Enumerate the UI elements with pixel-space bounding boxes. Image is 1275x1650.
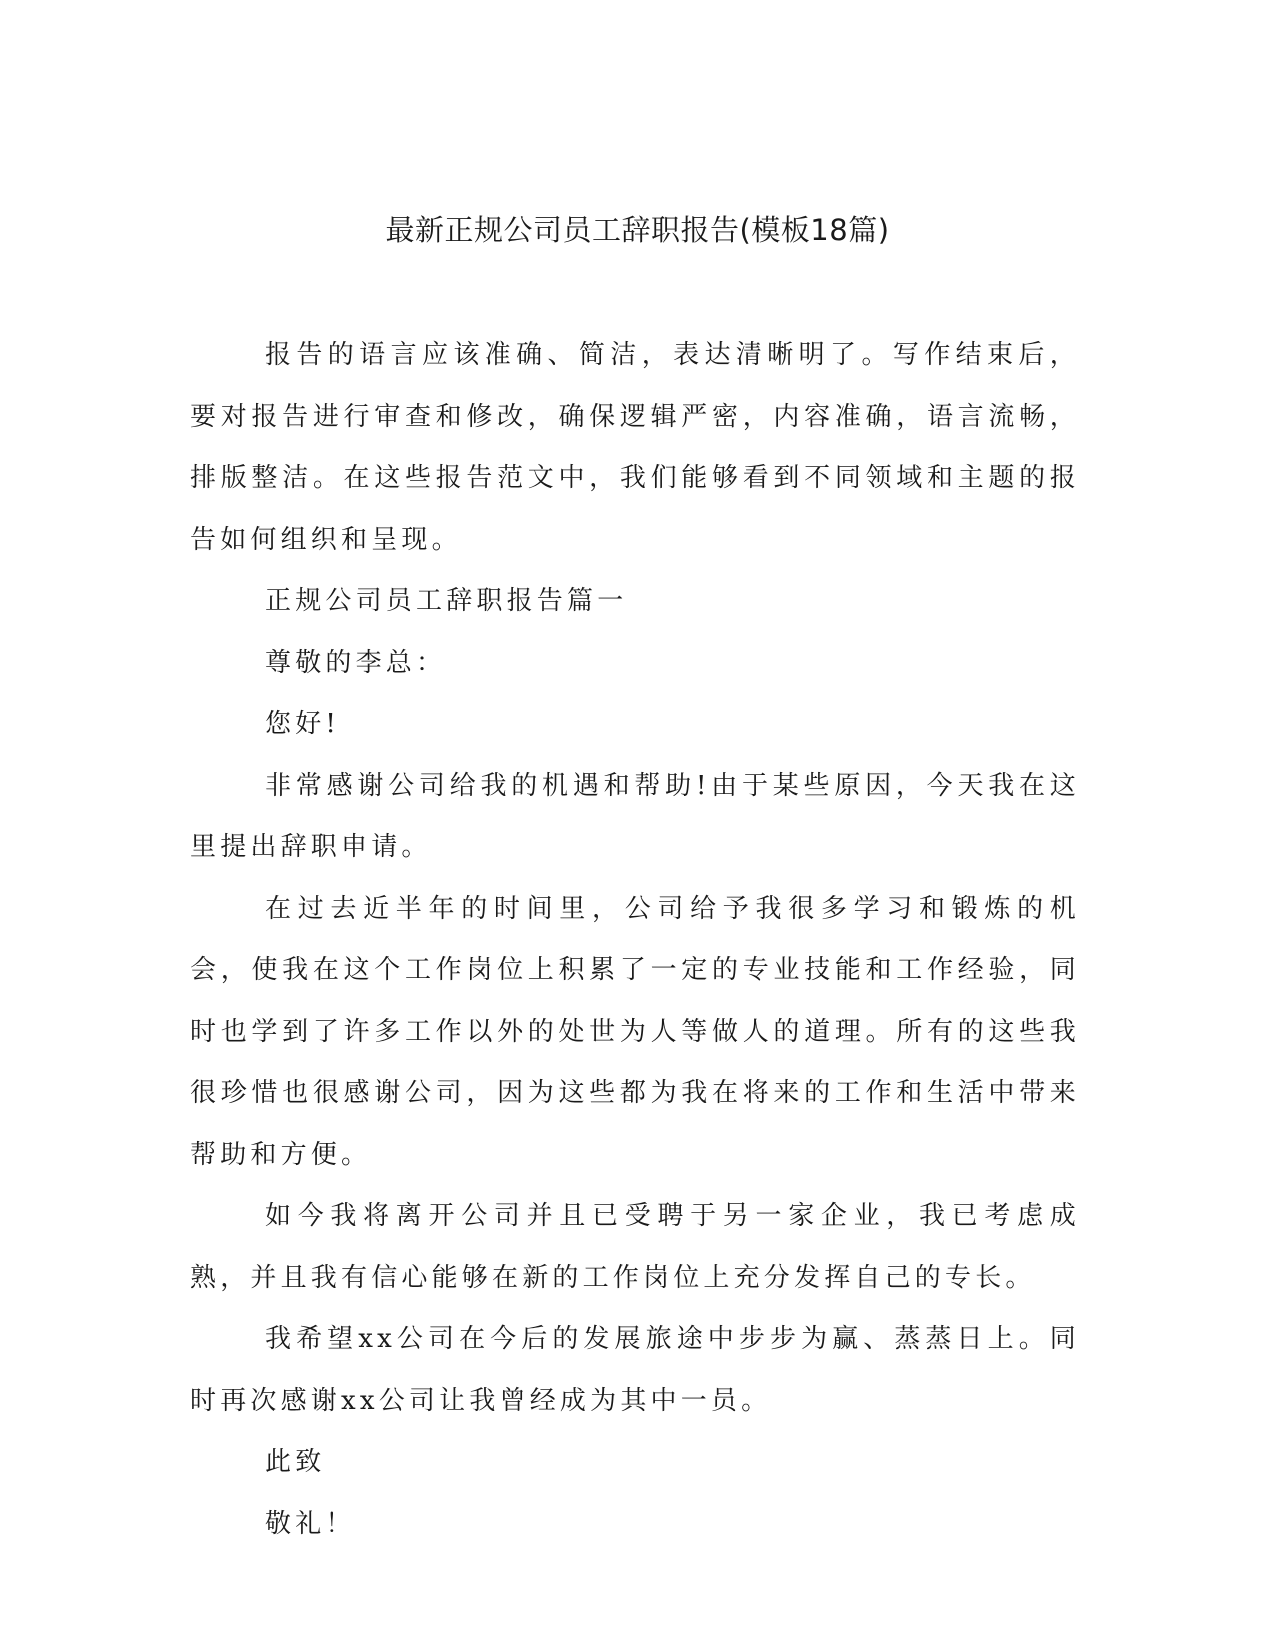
- section-heading: 正规公司员工辞职报告篇一: [265, 586, 628, 616]
- paragraph-wishes: 我希望xx公司在今后的发展旅途中步步为赢、蒸蒸日上。同时再次感谢xx公司让我曾经成为其中一员。: [190, 1324, 1080, 1416]
- paragraph-experience: 在过去近半年的时间里，公司给予我很多学习和锻炼的机会，使我在这个工作岗位上积累了一定的专业技能和工作经验，同时也学到了许多工作以外的处世为人等做人的道理。所有的这些我很珍惜也很感谢公司，因为这些都为我在将来的工作和生活中带来帮助和方便。: [190, 893, 1080, 1170]
- document-title: 最新正规公司员工辞职报告(模板18篇): [385, 213, 890, 247]
- paragraph-intro: 报告的语言应该准确、简洁，表达清晰明了。写作结束后，要对报告进行审查和修改，确保逻辑严密，内容准确，语言流畅，排版整洁。在这些报告范文中，我们能够看到不同领域和主题的报告如何组织和呈现。: [190, 340, 1080, 555]
- closing-line-2: 敬礼！: [265, 1508, 356, 1539]
- closing-line-1: 此致: [265, 1447, 326, 1477]
- greeting: 您好!: [265, 709, 341, 739]
- document-body: [190, 325, 1080, 1555]
- paragraph-thanks: 非常感谢公司给我的机遇和帮助!由于某些原因，今天我在这里提出辞职申请。: [190, 770, 1080, 862]
- paragraph-new-job: 如今我将离开公司并且已受聘于另一家企业，我已考虑成熟，并且我有信心能够在新的工作岗位上充分发挥自己的专长。: [190, 1201, 1080, 1293]
- salutation: 尊敬的李总：: [265, 647, 447, 678]
